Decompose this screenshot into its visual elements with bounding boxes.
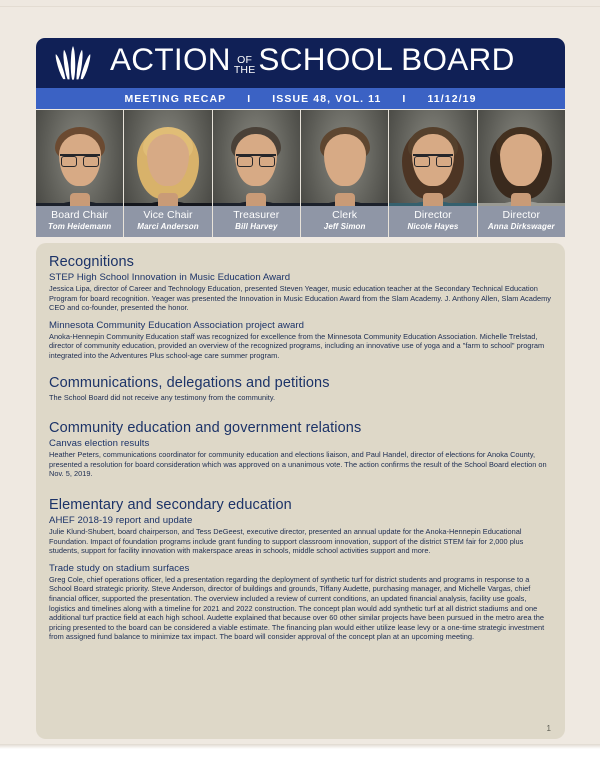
separator-2: I (402, 92, 407, 105)
board-member-role: Director (502, 209, 541, 221)
paragraph-mcea-award: Anoka-Hennepin Community Education staff was recognized for excellence from the Minnesota Community Education Association. Michelle Trelstad, director of community education, provided an overview of the recognized programs, including an innovative use of yoga and a "farm to school" program integrated into the Adventures Plus school-age care summer program. (49, 331, 545, 360)
masthead-the: THE (233, 64, 256, 76)
issue-volume-label: ISSUE 48, VOL. 11 (272, 92, 382, 105)
masthead-of-the (234, 55, 256, 75)
board-member-name: Marci Anderson (137, 222, 199, 231)
section-heading-community-education: Community education and government relations (49, 420, 362, 437)
board-member-name: Nicole Hayes (407, 222, 459, 231)
paragraph-communications: The School Board did not receive any testimony from the community. (49, 392, 276, 402)
article-content-card (36, 243, 565, 739)
board-member-label (478, 206, 565, 237)
board-member-label (301, 206, 388, 237)
paragraph-trade-study: Greg Cole, chief operations officer, led a presentation regarding the deployment of synthetic turf for district students and programs in response to a School Board strategic priority. Steve Anderson, director of buildings and grounds, Tiffany Audette, purchasing manager, and Michelle Vargas, chief financial officer, supported the presentation. The overview included a review of current conditions, an updated financial analysis, facility use goals, logistics and timelines along with a timeline for 2021 and 2022 construction. The concept plan would add synthetic turf at all district stadiums and one additional turf practice field at each high school. Audette explained that because over 60 other similar projects have been pursued in the metro area the pricing presented to the board can be considered a viable estimate. The financing plan would either utilize lease levy or a one-time strategic investment from assigned fund balance to minimize tax impact. The board will consider approval of the concept plan at an upcoming meeting. (49, 574, 545, 642)
board-member-label (213, 206, 300, 237)
spacer (49, 402, 552, 419)
masthead-title-school-board: SCHOOL BOARD (258, 41, 515, 77)
issue-info-bar (36, 88, 565, 109)
subheading-trade-study: Trade study on stadium surfaces (49, 562, 190, 574)
board-member-role: Director (414, 209, 452, 221)
spacer (49, 556, 552, 563)
meeting-recap-label: MEETING RECAP (124, 92, 227, 105)
section-heading-elementary-secondary: Elementary and secondary education (49, 496, 292, 513)
board-member-name: Jeff Simon (323, 222, 366, 231)
board-member-name: Bill Harvey (235, 222, 278, 231)
board-member-name: Tom Heidemann (48, 222, 112, 231)
board-member-card (213, 110, 301, 237)
fountain-logo-icon (36, 38, 110, 88)
spacer (49, 361, 552, 374)
section-heading-communications: Communications, delegations and petitions (49, 374, 330, 391)
paragraph-canvas-election: Heather Peters, communications coordinator for community education and elections liaison, and Paul Handel, director of elections for Anoka County, presented a resolution for board consideration which was approved on a unanimous vote. The action confirms the result of the School Board election on Nov. 5, 2019. (49, 450, 547, 479)
board-member-label (389, 206, 476, 237)
spacer (49, 479, 552, 496)
board-member-card (478, 110, 565, 237)
board-member-role: Vice Chair (143, 209, 193, 221)
paragraph-ahef-report: Julie Klund-Shubert, board chairperson, and Tess DeGeest, executive director, presented an annual update for the Anoka-Hennepin Educational Foundation. Impact of foundation programs include grant funding to support classroom innovation, support of the district STEM fair for 2,000 plus students, support for facility innovation with makerspace areas in schools, middle school activities support and more. (49, 526, 524, 556)
board-member-card (36, 110, 124, 237)
board-member-label (124, 206, 211, 237)
section-heading-recognitions: Recognitions (49, 254, 135, 270)
board-member-role: Clerk (332, 209, 358, 221)
paragraph-step-award: Jessica Lipa, director of Career and Technology Education, presented Steven Yeager, music education teacher at the Secondary Technical Education Program for board recognition. Yeager was presented the Innovation in Music Education Award from the Slam Academy. J. Anthony Allen, Slam Academy CEO and co-founder, presented the honor. (49, 284, 551, 313)
page-number: 1 (546, 724, 551, 733)
board-member-card (389, 110, 477, 237)
masthead-title (110, 41, 565, 82)
separator-1: I (247, 92, 252, 105)
board-member-name: Anna Dirkswager (487, 222, 555, 231)
masthead-title-action: ACTION (110, 41, 231, 77)
subheading-canvas-election: Canvas election results (49, 438, 150, 450)
masthead-of: OF (237, 54, 253, 66)
subheading-mcea-award: Minnesota Community Education Association project award (49, 319, 304, 331)
board-members-photo-strip (36, 110, 565, 237)
subheading-ahef-report: AHEF 2018-19 report and update (49, 514, 193, 526)
spacer (49, 313, 552, 320)
page-bottom-shadow (0, 744, 600, 749)
board-member-card (301, 110, 389, 237)
subheading-step-award: STEP High School Innovation in Music Education Award (49, 272, 291, 283)
masthead-banner (36, 38, 565, 88)
board-member-label (36, 206, 123, 237)
board-member-card (124, 110, 212, 237)
board-member-role: Treasurer (233, 209, 280, 221)
issue-date-label: 11/12/19 (427, 92, 477, 105)
board-member-role: Board Chair (51, 209, 109, 221)
